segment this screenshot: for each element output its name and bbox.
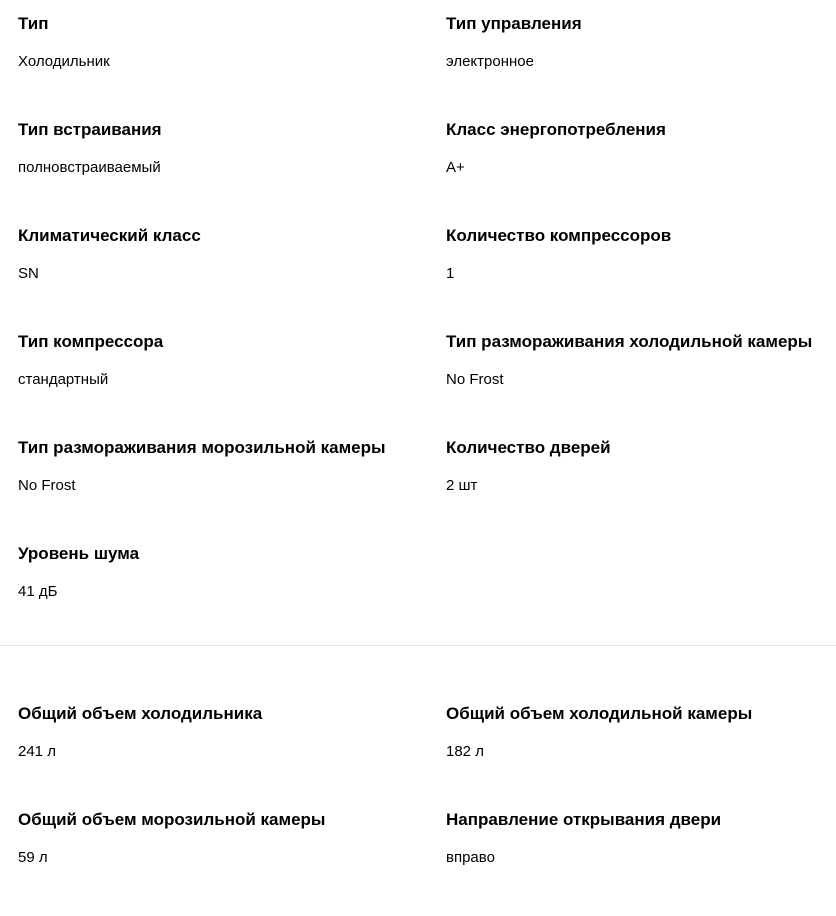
spec-label: Количество дверей bbox=[446, 438, 611, 457]
spec-control-type bbox=[446, 14, 836, 120]
spec-value: 59 л bbox=[18, 849, 48, 866]
specs-section-volume bbox=[0, 650, 836, 916]
spec-label: Класс энергопотребления bbox=[446, 120, 666, 139]
spec-label: Направление открывания двери bbox=[446, 810, 722, 829]
spec-label: Тип размораживания морозильной камеры bbox=[18, 438, 386, 457]
spec-freezer-volume bbox=[18, 810, 446, 916]
spec-value: No Frost bbox=[18, 477, 76, 494]
spec-label: Уровень шума bbox=[18, 544, 140, 563]
spec-built-in-type bbox=[18, 120, 446, 226]
spec-value: No Frost bbox=[446, 371, 504, 388]
spec-label: Количество компрессоров bbox=[446, 226, 672, 245]
spec-compressor-type bbox=[18, 332, 446, 438]
spec-value: 241 л bbox=[18, 743, 56, 760]
spec-door-opening-direction bbox=[446, 810, 836, 916]
spec-freezer-defrost-type bbox=[18, 438, 446, 544]
spec-value: вправо bbox=[446, 849, 495, 866]
spec-door-count bbox=[446, 438, 836, 544]
spec-noise-level bbox=[18, 544, 446, 650]
spec-type bbox=[18, 14, 446, 120]
spec-label: Общий объем холодильной камеры bbox=[446, 704, 753, 723]
spec-label: Тип управления bbox=[446, 14, 582, 33]
spec-label: Тип компрессора bbox=[18, 332, 164, 351]
spec-value: 182 л bbox=[446, 743, 484, 760]
spec-value: 1 bbox=[446, 265, 455, 282]
spec-compressor-count bbox=[446, 226, 836, 332]
spec-label: Тип размораживания холодильной камеры bbox=[446, 332, 813, 351]
spec-climate-class bbox=[18, 226, 446, 332]
spec-value: Холодильник bbox=[18, 53, 110, 70]
spec-value: 2 шт bbox=[446, 477, 478, 494]
spec-label: Общий объем холодильника bbox=[18, 704, 263, 723]
spec-value: A+ bbox=[446, 159, 465, 176]
spec-label: Тип встраивания bbox=[18, 120, 162, 139]
spec-label: Общий объем морозильной камеры bbox=[18, 810, 326, 829]
spec-value: полновстраиваемый bbox=[18, 159, 161, 176]
spec-fridge-defrost-type bbox=[446, 332, 836, 438]
spec-label: Климатический класс bbox=[18, 226, 201, 245]
spec-value: стандартный bbox=[18, 371, 109, 388]
spec-total-volume bbox=[18, 704, 446, 810]
spec-fridge-volume bbox=[446, 704, 836, 810]
section-divider bbox=[0, 645, 836, 646]
spec-energy-class bbox=[446, 120, 836, 226]
spec-value: SN bbox=[18, 265, 39, 282]
spec-value: 41 дБ bbox=[18, 583, 58, 600]
spec-value: электронное bbox=[446, 53, 534, 70]
spec-label: Тип bbox=[18, 14, 49, 33]
